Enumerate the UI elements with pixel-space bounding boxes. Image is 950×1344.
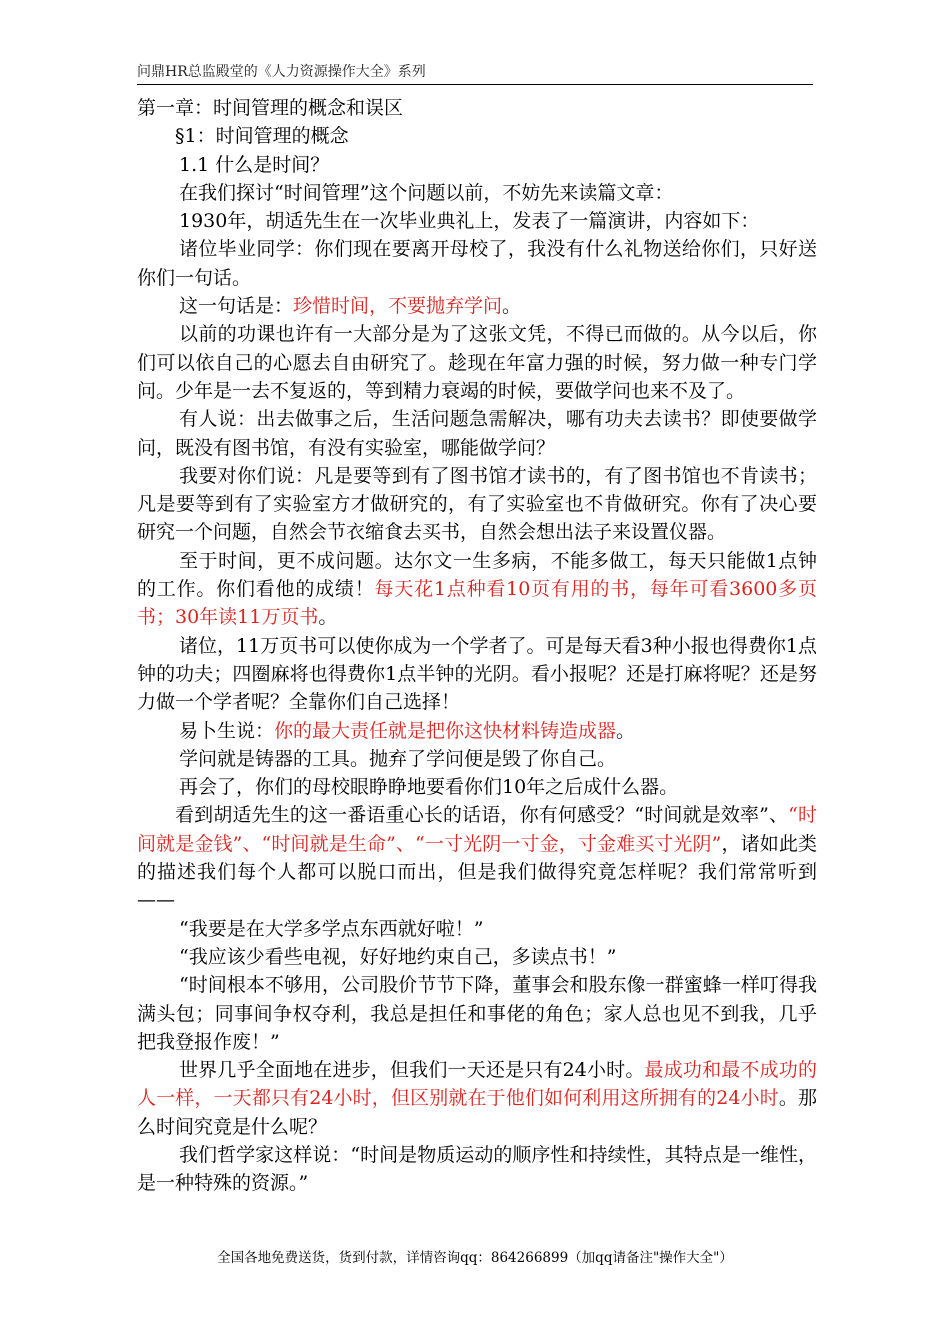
- paragraph: 我要对你们说：凡是要等到有了图书馆才读书的，有了图书馆也不肯读书；凡是要等到有了实验室方才做研究的，有了实验室也不肯做研究。你有了决心要研究一个问题，自然会节衣缩食去买书，自然会想出法子来设置仪器。: [137, 464, 817, 544]
- text-run: 至于时间，更不成问题。达尔文一生多病，不能多做工，每天只能做1点钟的工作。你们看他的成绩！: [137, 549, 817, 601]
- paragraph: 1930年，胡适先生在一次毕业典礼上，发表了一篇演讲，内容如下：: [179, 210, 760, 233]
- paragraph: [137, 801, 817, 914]
- text-run: ，诸如此类的描述我们每个人都可以脱口而出，但是我们做得究竟怎样呢？我们常常听到——: [137, 832, 817, 912]
- paragraph: 学问就是铸器的工具。抛弃了学问便是毁了你自己。: [179, 747, 617, 770]
- paragraph: [137, 547, 817, 632]
- highlight-text: “时间就是金钱”、“时间就是生命”、“一寸光阴一寸金，寸金难买寸光阴”: [137, 804, 817, 855]
- paragraph: 诸位毕业同学：你们现在要离开母校了，我没有什么礼物送给你们，只好送你们一句话。: [137, 238, 817, 289]
- paragraph: [137, 292, 817, 320]
- text-run: 世界几乎全面地在进步，但我们一天还是只有24小时。: [179, 1059, 645, 1082]
- document-body: [137, 94, 817, 1198]
- highlight-text: 珍惜时间，不要抛弃学问: [293, 295, 503, 318]
- paragraph: [137, 1056, 817, 1141]
- text-run: 。那么时间究竟是什么呢？: [137, 1087, 817, 1138]
- highlight-text: 每天花1点种看10页有用的书，每年可看3600多页书；30年读11万页书: [137, 578, 817, 629]
- page-footer: 全国各地免费送货，货到付款，详情咨询qq：864266899（加qq请备注"操作大全"）: [217, 1250, 733, 1266]
- subsection-title: 1.1 什么是时间？: [179, 153, 330, 176]
- paragraph: 有人说：出去做事之后，生活问题急需解决，哪有功夫去读书？即使要做学问，既没有图书馆，有没有实验室，哪能做学问？: [137, 408, 817, 459]
- paragraph: 我们哲学家这样说：“时间是物质运动的顺序性和持续性，其特点是一维性，是一种特殊的资源。”: [137, 1143, 817, 1195]
- text-run: 看到胡适先生的这一番语重心长的话语，你有何感受？“时间就是效率”、: [175, 804, 789, 827]
- highlight-text: 最成功和最不成功的人一样，一天都只有24小时，但区别就在于他们如何利用这所拥有的24小时: [137, 1059, 817, 1110]
- text-run: 。: [318, 606, 338, 629]
- paragraph: 在我们探讨“时间管理”这个问题以前，不妨先来读篇文章：: [179, 181, 674, 204]
- quote: “时间根本不够用，公司股价节节下降，董事会和股东像一群蜜蜂一样叮得我满头包；同事间争权夺利，我总是担任和事佬的角色；家人总也见不到我，几乎把我登报作废！”: [137, 974, 817, 1053]
- paragraph: 再会了，你们的母校眼睁睁地要看你们10年之后成什么器。: [179, 776, 679, 799]
- quote: “我要是在大学多学点东西就好啦！”: [179, 917, 484, 940]
- paragraph: [137, 717, 817, 745]
- quote: “我应该少看些电视，好好地约束自己，多读点书！”: [179, 945, 617, 968]
- paragraph: 以前的功课也许有一大部分是为了这张文凭，不得已而做的。从今以后，你们可以依自己的心愿去自由研究了。趁现在年富力强的时候，努力做一种专门学问。少年是一去不复返的，等到精力衰竭的时候，要做学问也来不及了。: [137, 323, 817, 402]
- text-run: 这一句话是：: [179, 295, 294, 318]
- text-run: 。: [616, 719, 636, 742]
- page-header: 问鼎HR总监殿堂的《人力资源操作大全》系列: [137, 63, 813, 85]
- chapter-title: 第一章：时间管理的概念和误区: [137, 97, 404, 119]
- text-run: 易卜生说：: [179, 719, 275, 742]
- section-title: §1：时间管理的概念: [175, 125, 349, 148]
- paragraph: 诸位，11万页书可以使你成为一个学者了。可是每天看3种小报也得费你1点钟的功夫；四圈麻将也得费你1点半钟的光阴。看小报呢？还是打麻将呢？还是努力做一个学者呢？全靠你们自己选择！: [137, 634, 817, 714]
- text-run: 。: [502, 295, 522, 318]
- highlight-text: 你的最大责任就是把你这快材料铸造成器: [274, 719, 617, 742]
